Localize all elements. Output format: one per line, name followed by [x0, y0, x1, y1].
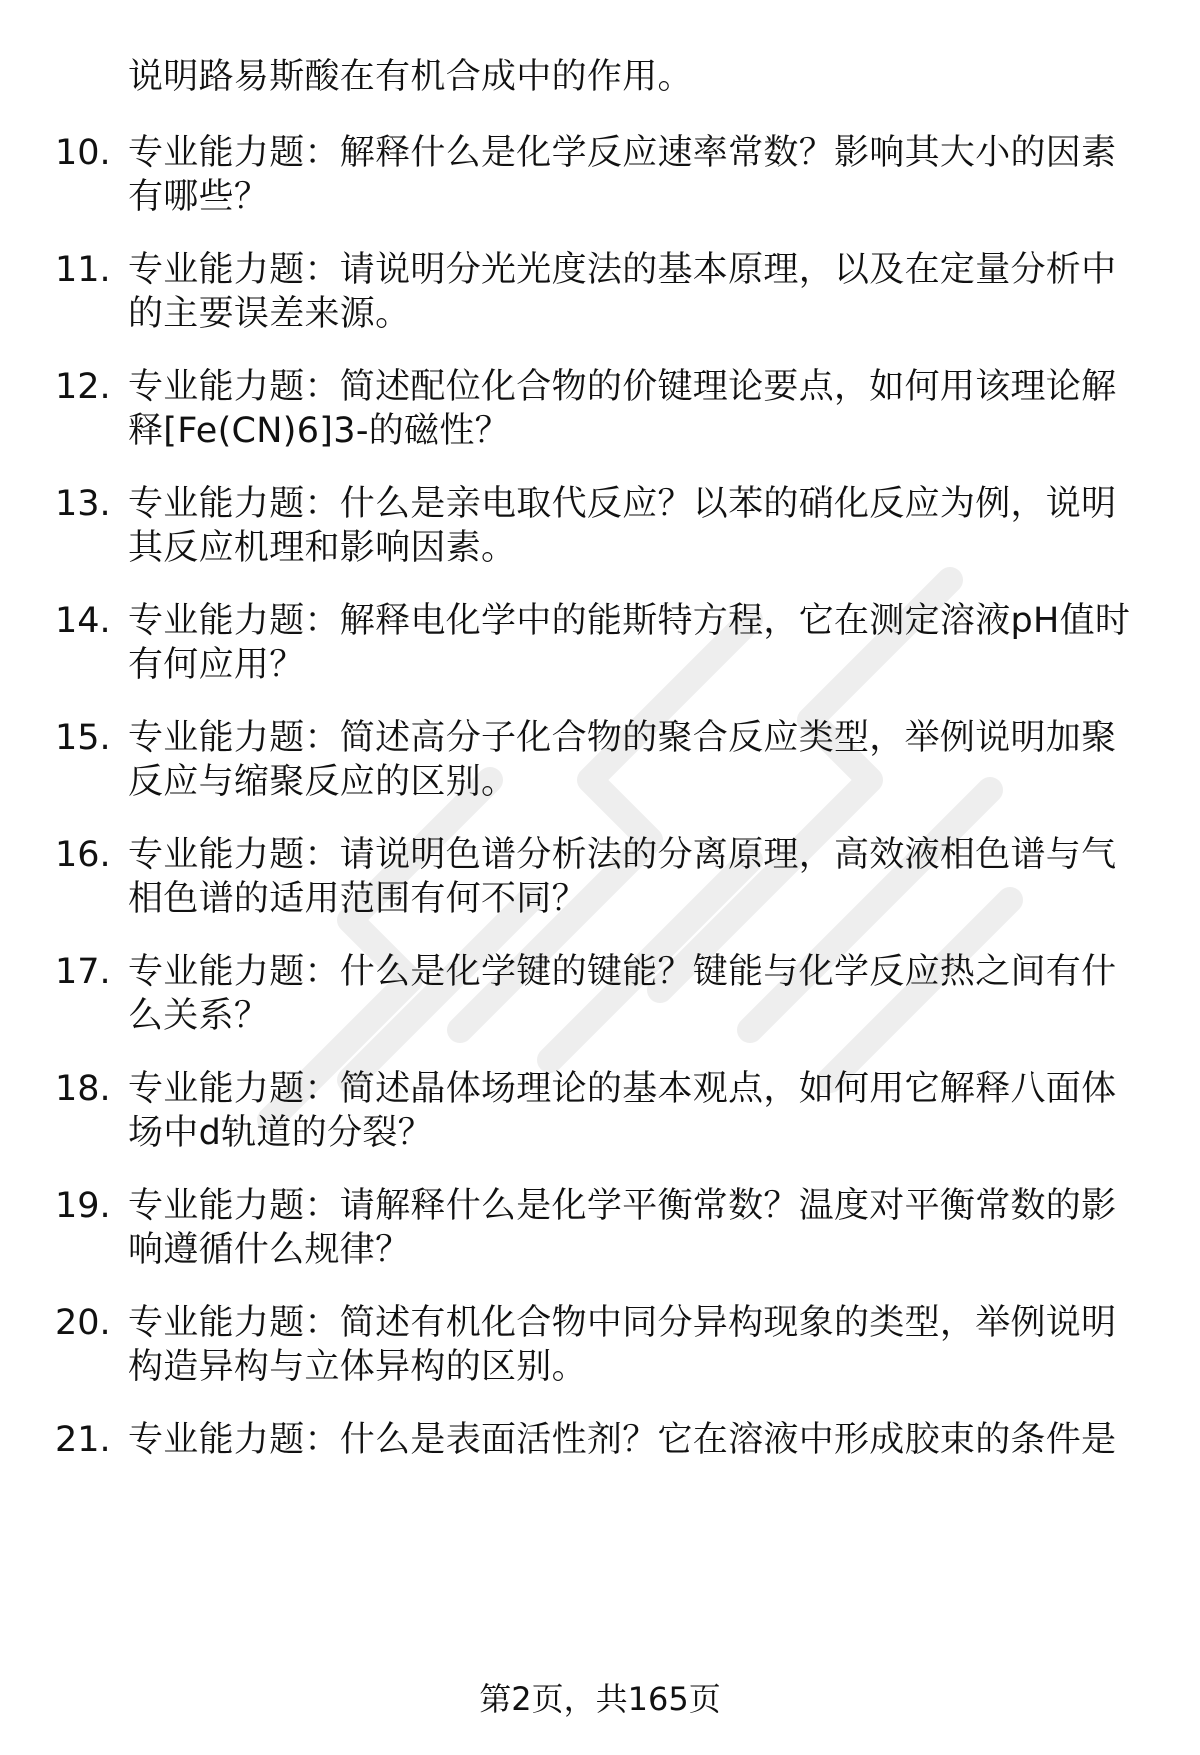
question-text: 专业能力题：简述晶体场理论的基本观点，如何用它解释八面体 — [128, 1069, 1117, 1109]
question-number: 17. — [55, 952, 111, 992]
question-text: 专业能力题：简述有机化合物中同分异构现象的类型，举例说明 — [128, 1303, 1117, 1343]
question-text: 专业能力题：解释什么是化学反应速率常数？影响其大小的因素 — [128, 133, 1117, 173]
question-text: 专业能力题：什么是化学键的键能？键能与化学反应热之间有什 — [128, 952, 1117, 992]
question-text: 专业能力题：请解释什么是化学平衡常数？温度对平衡常数的影 — [128, 1186, 1117, 1226]
question-text: 么关系？ — [128, 996, 270, 1036]
question-text: 专业能力题：请说明分光光度法的基本原理，以及在定量分析中 — [128, 250, 1117, 290]
question-number: 11. — [55, 250, 111, 290]
question-text: 专业能力题：什么是亲电取代反应？以苯的硝化反应为例，说明 — [128, 484, 1117, 524]
question-text: 相色谱的适用范围有何不同？ — [128, 879, 587, 919]
intro-line: 说明路易斯酸在有机合成中的作用。 — [128, 57, 693, 97]
question-number: 14. — [55, 601, 111, 641]
question-text: 专业能力题：简述高分子化合物的聚合反应类型，举例说明加聚 — [128, 718, 1117, 758]
page-footer: 第2页，共165页 — [479, 1680, 721, 1718]
question-text: 专业能力题：解释电化学中的能斯特方程，它在测定溶液pH值时 — [128, 601, 1131, 641]
question-text: 专业能力题：简述配位化合物的价键理论要点，如何用该理论解 — [128, 367, 1117, 407]
question-text: 构造异构与立体异构的区别。 — [128, 1347, 587, 1387]
question-number: 12. — [55, 367, 111, 407]
question-number: 18. — [55, 1069, 111, 1109]
question-number: 19. — [55, 1186, 111, 1226]
question-text: 的主要误差来源。 — [128, 294, 411, 334]
question-number: 15. — [55, 718, 111, 758]
question-text: 专业能力题：请说明色谱分析法的分离原理，高效液相色谱与气 — [128, 835, 1117, 875]
question-number: 10. — [55, 133, 111, 173]
question-text: 有何应用？ — [128, 645, 305, 685]
question-text: 场中d轨道的分裂？ — [128, 1113, 433, 1153]
question-text: 释[Fe(CN)6]3-的磁性？ — [128, 411, 510, 451]
question-number: 20. — [55, 1303, 111, 1343]
question-text: 有哪些？ — [128, 177, 270, 217]
question-text: 响遵循什么规律？ — [128, 1230, 411, 1270]
question-number: 13. — [55, 484, 111, 524]
question-text: 反应与缩聚反应的区别。 — [128, 762, 517, 802]
question-text: 专业能力题：什么是表面活性剂？它在溶液中形成胶束的条件是 — [128, 1420, 1117, 1460]
question-number: 16. — [55, 835, 111, 875]
question-number: 21. — [55, 1420, 111, 1460]
question-text: 其反应机理和影响因素。 — [128, 528, 517, 568]
